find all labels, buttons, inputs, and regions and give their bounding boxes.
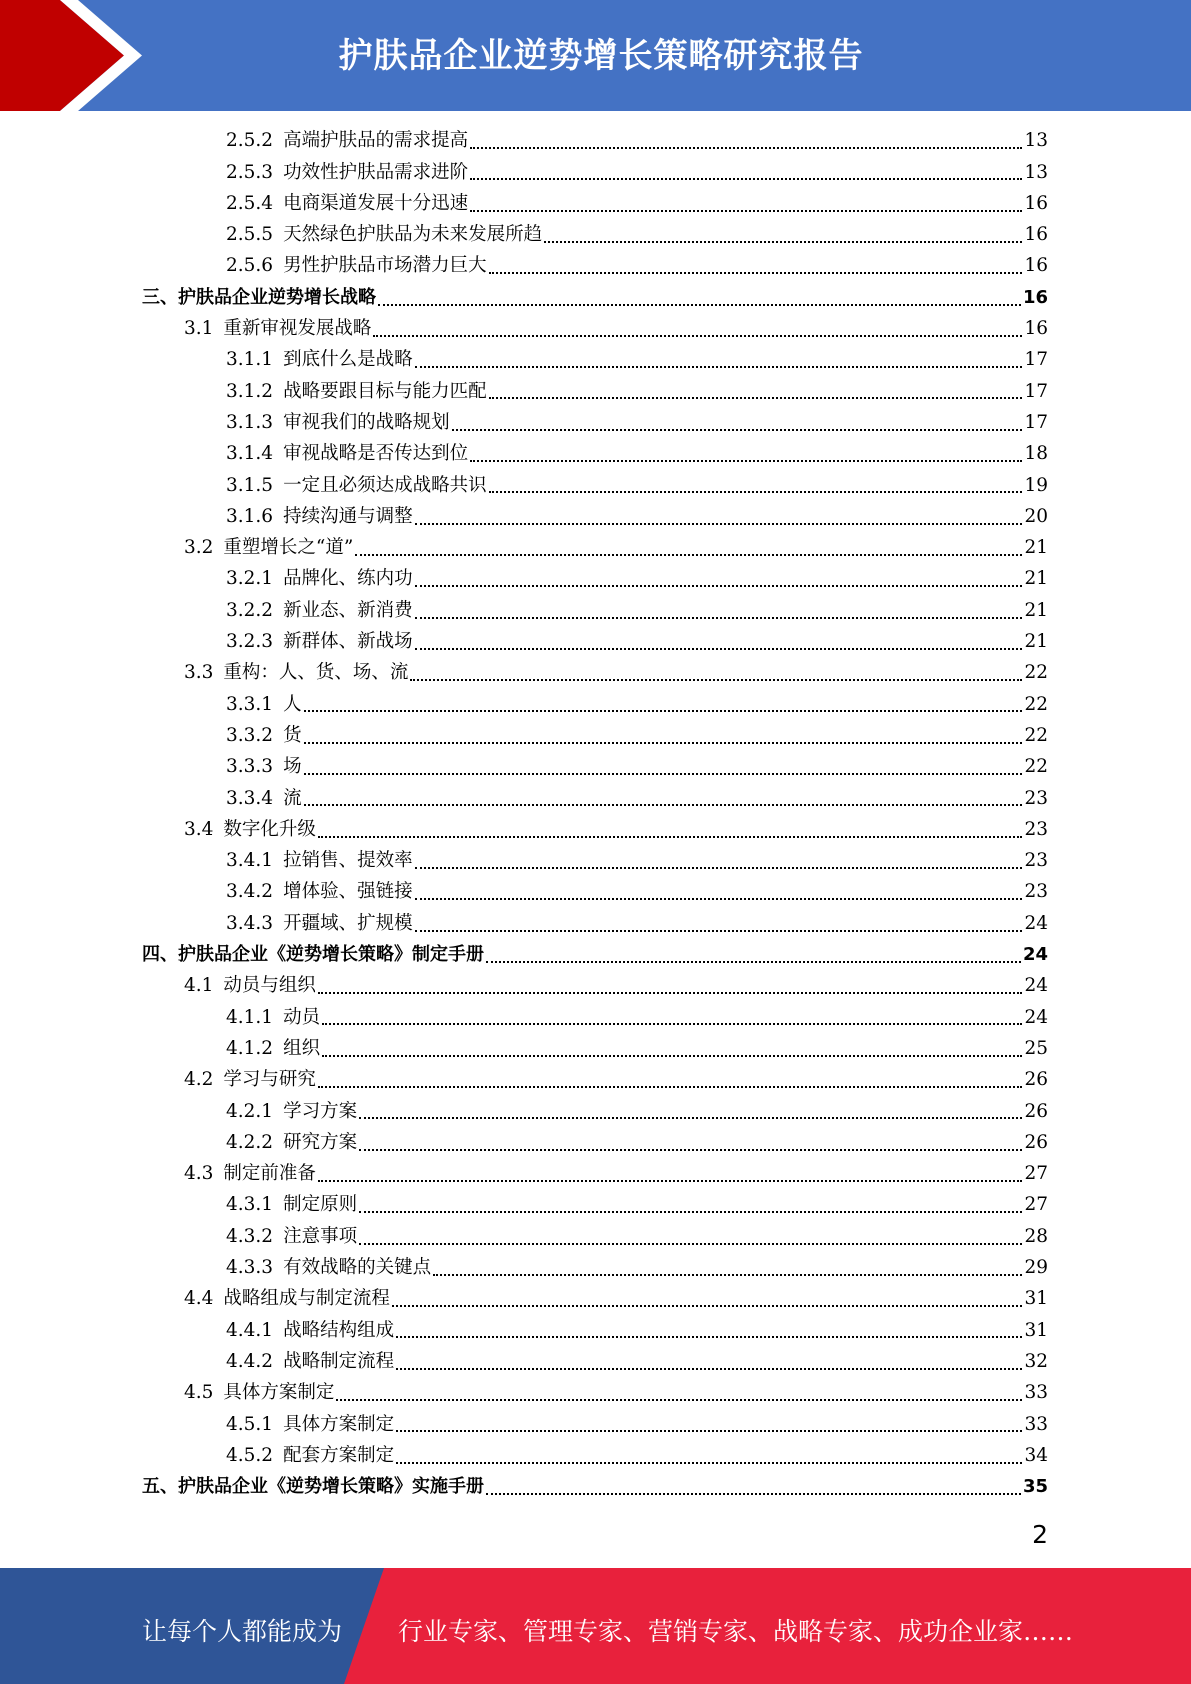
- toc-entry-label: 战略组成与制定流程: [223, 1288, 390, 1310]
- toc-dot-leader: [415, 365, 1023, 368]
- toc-dot-leader: [373, 334, 1022, 337]
- toc-entry-label: 天然绿色护肤品为未来发展所趋: [283, 224, 543, 246]
- toc-entry[interactable]: [184, 533, 1048, 564]
- toc-dot-leader: [359, 1116, 1022, 1119]
- toc-entry-title: [184, 1290, 390, 1309]
- toc-entry-number: 3.3: [184, 662, 214, 684]
- toc-entry-page: 19: [1024, 474, 1048, 496]
- toc-entry-page: 29: [1024, 1257, 1048, 1279]
- toc-dot-leader: [415, 616, 1023, 619]
- toc-entry-label: 战略制定流程: [283, 1350, 395, 1372]
- toc-entry[interactable]: [226, 470, 1048, 501]
- toc-entry-label: 动员: [283, 1006, 321, 1028]
- toc-entry-label: 重塑增长之“道”: [223, 537, 354, 559]
- toc-dot-leader: [415, 897, 1023, 900]
- toc-entry-number: 4.4.1: [226, 1319, 274, 1341]
- toc-entry[interactable]: [226, 1096, 1048, 1127]
- toc-entry-number: 3.2.1: [226, 568, 274, 590]
- toc-entry-number: 3.1.3: [226, 411, 274, 433]
- toc-entry-page: 17: [1024, 349, 1048, 371]
- toc-entry-page: 17: [1024, 411, 1048, 433]
- toc-entry-title: [226, 351, 413, 370]
- toc-entry-title: [142, 1478, 484, 1496]
- toc-entry-title: [226, 257, 487, 276]
- toc-entry-title: [226, 758, 302, 777]
- toc-entry-page: 24: [1024, 912, 1048, 934]
- toc-entry-label: 注意事项: [283, 1225, 358, 1247]
- toc-entry-page: 17: [1024, 380, 1048, 402]
- toc-entry-title: [184, 1165, 316, 1184]
- toc-entry[interactable]: [226, 909, 1048, 940]
- toc-entry-title: [226, 693, 302, 715]
- toc-entry-number: 3.4.2: [226, 881, 274, 903]
- toc-dot-leader: [489, 396, 1023, 399]
- toc-entry-page: 26: [1024, 1069, 1048, 1091]
- toc-entry-title: [142, 946, 484, 964]
- toc-dot-leader: [486, 960, 1021, 963]
- toc-entry-number: 2.5.3: [226, 161, 274, 183]
- toc-entry[interactable]: [142, 283, 1048, 314]
- toc-entry-page: 32: [1024, 1350, 1048, 1372]
- toc-entry-page: 28: [1024, 1225, 1048, 1247]
- toc-entry-number: 4.4: [184, 1288, 214, 1310]
- toc-entry-title: [226, 1100, 358, 1122]
- toc-dot-leader: [544, 240, 1022, 243]
- toc-entry[interactable]: [142, 940, 1048, 971]
- toc-dot-leader: [470, 177, 1022, 180]
- toc-entry-label: 配套方案制定: [283, 1444, 395, 1466]
- toc-entry-title: [226, 912, 413, 934]
- toc-dot-leader: [396, 1367, 1022, 1370]
- toc-dot-leader: [304, 772, 1023, 775]
- toc-entry[interactable]: [184, 1065, 1048, 1096]
- toc-entry-label: 电商渠道发展十分迅速: [283, 192, 469, 214]
- toc-entry-title: [142, 289, 376, 307]
- toc-dot-leader: [489, 490, 1023, 493]
- toc-entry-page: 23: [1024, 818, 1048, 840]
- toc-entry-title: [226, 1259, 431, 1278]
- toc-entry-number: 4.3.1: [226, 1194, 274, 1216]
- toc-entry-number: 3.3.1: [226, 693, 274, 715]
- toc-entry-page: 22: [1024, 724, 1048, 746]
- toc-entry[interactable]: [226, 752, 1048, 783]
- toc-entry-label: 制定原则: [283, 1194, 358, 1216]
- toc-dot-leader: [489, 271, 1023, 274]
- toc-dot-leader: [318, 1085, 1023, 1088]
- toc-entry-label: 新群体、新战场: [283, 631, 413, 653]
- toc-entry-number: 3.3.3: [226, 756, 274, 778]
- toc-entry[interactable]: [226, 564, 1048, 595]
- toc-entry-title: [226, 474, 487, 496]
- toc-entry-label: 审视我们的战略规划: [283, 411, 450, 433]
- toc-entry-label: 增体验、强链接: [283, 881, 413, 903]
- toc-dot-leader: [378, 303, 1021, 306]
- toc-dot-leader: [470, 146, 1022, 149]
- toc-entry-label: 到底什么是战略: [283, 349, 413, 371]
- toc-dot-leader: [396, 1335, 1022, 1338]
- toc-entry[interactable]: [226, 439, 1048, 470]
- toc-entry-label: 高端护肤品的需求提高: [283, 130, 469, 152]
- toc-entry-page: 24: [1022, 944, 1048, 966]
- toc-entry-title: [226, 161, 469, 183]
- toc-entry-title: [226, 1196, 357, 1215]
- toc-entry-title: [226, 226, 542, 245]
- toc-entry-page: 22: [1024, 662, 1048, 684]
- toc-dot-leader: [336, 1398, 1022, 1401]
- toc-entry-title: [226, 132, 468, 151]
- toc-entry-page: 13: [1024, 161, 1048, 183]
- toc-entry[interactable]: [184, 658, 1048, 689]
- toc-dot-leader: [470, 459, 1022, 462]
- toc-entry-title: [226, 1037, 321, 1059]
- toc-entry[interactable]: [226, 1222, 1048, 1253]
- toc-entry-label: 五、护肤品企业《逆势增长策略》实施手册: [142, 1476, 484, 1498]
- page-number: 2: [1032, 1520, 1048, 1549]
- toc-entry-number: 4.3.3: [226, 1257, 274, 1279]
- toc-entry[interactable]: [226, 1034, 1048, 1065]
- toc-entry-label: 有效战略的关键点: [283, 1257, 432, 1279]
- toc-entry-number: 4.2.1: [226, 1100, 274, 1122]
- toc-entry-label: 具体方案制定: [223, 1382, 335, 1404]
- toc-entry-page: 21: [1024, 537, 1048, 559]
- toc-entry-title: [184, 977, 316, 996]
- toc-entry-page: 24: [1024, 1006, 1048, 1028]
- toc-dot-leader: [355, 553, 1022, 556]
- toc-entry-label: 品牌化、练内功: [283, 568, 413, 590]
- toc-entry-label: 新业态、新消费: [283, 599, 413, 621]
- toc-entry-number: 2.5.2: [226, 130, 274, 152]
- toc-entry-page: 33: [1024, 1413, 1048, 1435]
- toc-entry-label: 学习方案: [283, 1100, 358, 1122]
- toc-entry-page: 27: [1024, 1163, 1048, 1185]
- toc-entry-page: 22: [1024, 693, 1048, 715]
- toc-entry-title: [184, 320, 371, 339]
- toc-entry[interactable]: [226, 627, 1048, 658]
- toc-entry-page: 22: [1024, 756, 1048, 778]
- toc-entry-number: 3.1.4: [226, 443, 274, 465]
- toc-entry-title: [184, 1384, 334, 1403]
- toc-entry[interactable]: [184, 314, 1048, 345]
- toc-dot-leader: [415, 929, 1023, 932]
- toc-entry-title: [184, 539, 353, 558]
- toc-entry-title: [226, 192, 469, 214]
- toc-entry-number: 4.4.2: [226, 1350, 274, 1372]
- toc-entry-title: [226, 380, 487, 402]
- toc-entry[interactable]: [226, 157, 1048, 188]
- toc-entry-number: 3.1.5: [226, 474, 274, 496]
- toc-entry-title: [226, 1444, 395, 1466]
- toc-dot-leader: [318, 991, 1023, 994]
- toc-entry-label: 具体方案制定: [283, 1413, 395, 1435]
- page-header: [0, 0, 1191, 111]
- toc-entry-number: 2.5.5: [226, 224, 274, 246]
- toc-entry-title: [226, 1006, 321, 1028]
- toc-dot-leader: [359, 1148, 1022, 1151]
- toc-entry[interactable]: [184, 1284, 1048, 1315]
- toc-entry[interactable]: [226, 1441, 1048, 1472]
- toc-entry-page: 23: [1024, 850, 1048, 872]
- toc-dot-leader: [304, 709, 1023, 712]
- toc-entry-number: 3.4: [184, 818, 214, 840]
- toc-entry-label: 功效性护肤品需求进阶: [283, 161, 469, 183]
- toc-entry-page: 16: [1022, 287, 1048, 308]
- toc-entry-page: 27: [1024, 1194, 1048, 1216]
- toc-entry-title: [226, 883, 413, 902]
- toc-entry-page: 25: [1024, 1037, 1048, 1059]
- toc-dot-leader: [304, 741, 1023, 744]
- toc-entry-number: 2.5.6: [226, 255, 274, 277]
- toc-entry-number: 4.1.1: [226, 1006, 274, 1028]
- toc-entry-page: 20: [1024, 505, 1048, 527]
- toc-entry-number: 4.1.2: [226, 1037, 274, 1059]
- toc-entry-title: [226, 787, 302, 809]
- toc-entry-label: 货: [283, 724, 302, 746]
- toc-entry[interactable]: [226, 783, 1048, 814]
- toc-entry-title: [226, 633, 413, 652]
- toc-entry-page: 16: [1024, 255, 1048, 277]
- toc-entry-label: 人: [283, 693, 302, 715]
- toc-entry-number: 4.1: [184, 975, 214, 997]
- toc-entry-label: 男性护肤品市场潜力巨大: [283, 255, 487, 277]
- toc-entry-page: 23: [1024, 881, 1048, 903]
- toc-entry-label: 开疆域、扩规模: [283, 912, 413, 934]
- toc-entry-number: 4.3.2: [226, 1225, 274, 1247]
- toc-entry-title: [184, 664, 408, 683]
- toc-entry-label: 三、护肤品企业逆势增长战略: [142, 287, 376, 308]
- footer-slogan-right: 行业专家、管理专家、营销专家、战略专家、成功企业家……: [398, 1617, 1074, 1646]
- toc-dot-leader: [415, 647, 1023, 650]
- toc-entry-page: 23: [1024, 787, 1048, 809]
- toc-entry[interactable]: [226, 1409, 1048, 1440]
- toc-entry-number: 3.3.4: [226, 787, 274, 809]
- toc-entry-title: [226, 1413, 395, 1435]
- toc-entry-title: [226, 1225, 358, 1247]
- toc-entry-label: 研究方案: [283, 1131, 358, 1153]
- toc-entry-title: [226, 1319, 395, 1341]
- toc-entry[interactable]: [184, 1159, 1048, 1190]
- toc-entry[interactable]: [226, 126, 1048, 157]
- toc-dot-leader: [486, 1492, 1021, 1495]
- toc-entry-label: 一定且必须达成战略共识: [283, 474, 487, 496]
- toc-entry-page: 16: [1024, 224, 1048, 246]
- toc-entry[interactable]: [226, 1315, 1048, 1346]
- toc-entry[interactable]: [226, 502, 1048, 533]
- toc-entry[interactable]: [226, 408, 1048, 439]
- toc-entry[interactable]: [226, 1347, 1048, 1378]
- footer-slogan-left: 让每个人都能成为: [142, 1617, 343, 1646]
- toc-entry-number: 4.5: [184, 1382, 214, 1404]
- toc-entry-page: 21: [1024, 568, 1048, 590]
- toc-entry[interactable]: [226, 251, 1048, 282]
- toc-entry-number: 3.4.1: [226, 850, 274, 872]
- toc-entry-number: 4.5.2: [226, 1444, 274, 1466]
- toc-dot-leader: [415, 866, 1023, 869]
- toc-entry[interactable]: [226, 721, 1048, 752]
- toc-entry-page: 21: [1024, 599, 1048, 621]
- toc-entry-label: 战略要跟目标与能力匹配: [283, 380, 487, 402]
- toc-entry-number: 3.2: [184, 537, 214, 559]
- toc-dot-leader: [392, 1304, 1023, 1307]
- toc-entry-number: 3.1.1: [226, 349, 274, 371]
- toc-entry-title: [226, 724, 302, 746]
- toc-entry-number: 4.3: [184, 1163, 214, 1185]
- toc-entry-label: 流: [283, 787, 302, 809]
- page-footer: [0, 1568, 1191, 1684]
- toc-dot-leader: [410, 678, 1022, 681]
- toc-entry-number: 4.2.2: [226, 1131, 274, 1153]
- toc-dot-leader: [415, 584, 1023, 587]
- toc-entry-label: 学习与研究: [223, 1069, 316, 1091]
- toc-entry-title: [226, 852, 413, 871]
- toc-entry-page: 18: [1024, 443, 1048, 465]
- toc-entry-page: 13: [1024, 130, 1048, 152]
- toc-entry[interactable]: [226, 596, 1048, 627]
- toc-entry-label: 重构：人、货、场、流: [223, 662, 409, 684]
- toc-entry-page: 33: [1024, 1382, 1048, 1404]
- toc-entry-page: 26: [1024, 1131, 1048, 1153]
- toc-entry[interactable]: [226, 189, 1048, 220]
- toc-dot-leader: [396, 1429, 1022, 1432]
- toc-dot-leader: [322, 1054, 1022, 1057]
- toc-entry-label: 组织: [283, 1037, 321, 1059]
- toc-dot-leader: [359, 1210, 1022, 1213]
- toc-entry-number: 3.1.6: [226, 505, 274, 527]
- toc-dot-leader: [359, 1242, 1022, 1245]
- toc-dot-leader: [318, 835, 1023, 838]
- toc-entry[interactable]: [226, 877, 1048, 908]
- toc-entry-title: [184, 818, 316, 840]
- toc-entry-title: [226, 1131, 358, 1153]
- toc-dot-leader: [415, 522, 1023, 525]
- toc-entry-label: 拉销售、提效率: [283, 850, 413, 872]
- toc-entry[interactable]: [226, 376, 1048, 407]
- toc-entry-number: 3.1: [184, 318, 214, 340]
- toc-entry-label: 制定前准备: [223, 1163, 316, 1185]
- toc-entry[interactable]: [184, 815, 1048, 846]
- toc-entry-label: 持续沟通与调整: [283, 505, 413, 527]
- toc-entry[interactable]: [226, 689, 1048, 720]
- toc-entry-label: 战略结构组成: [283, 1319, 395, 1341]
- toc-entry[interactable]: [142, 1472, 1048, 1503]
- toc-entry-label: 四、护肤品企业《逆势增长策略》制定手册: [142, 944, 484, 966]
- toc-dot-leader: [304, 803, 1023, 806]
- toc-entry-title: [184, 1071, 316, 1090]
- toc-entry[interactable]: [226, 1253, 1048, 1284]
- toc-entry[interactable]: [226, 345, 1048, 376]
- toc-entry-number: 2.5.4: [226, 192, 274, 214]
- toc-dot-leader: [452, 428, 1023, 431]
- toc-entry-number: 3.2.3: [226, 631, 274, 653]
- toc-entry-page: 16: [1024, 318, 1048, 340]
- toc-entry-number: 3.4.3: [226, 912, 274, 934]
- document-title: 护肤品企业逆势增长策略研究报告: [338, 36, 864, 76]
- toc-entry-page: 31: [1024, 1319, 1048, 1341]
- toc-entry-title: [226, 411, 450, 433]
- toc-dot-leader: [318, 1179, 1023, 1182]
- toc-entry[interactable]: [226, 1128, 1048, 1159]
- toc-entry-number: 4.2: [184, 1069, 214, 1091]
- toc-entry[interactable]: [184, 971, 1048, 1002]
- toc-entry-page: 16: [1024, 192, 1048, 214]
- toc-dot-leader: [433, 1273, 1022, 1276]
- toc-entry-page: 26: [1024, 1100, 1048, 1122]
- toc-entry-title: [226, 505, 413, 527]
- toc-entry[interactable]: [184, 1378, 1048, 1409]
- toc-dot-leader: [322, 1022, 1022, 1025]
- toc-entry-title: [226, 599, 413, 621]
- toc-entry-page: 31: [1024, 1288, 1048, 1310]
- toc-entry-label: 数字化升级: [223, 818, 316, 840]
- toc-entry-page: 21: [1024, 631, 1048, 653]
- toc-entry[interactable]: [226, 1190, 1048, 1221]
- toc-entry-title: [226, 445, 468, 464]
- toc-entry-number: 4.5.1: [226, 1413, 274, 1435]
- toc-entry[interactable]: [226, 220, 1048, 251]
- toc-entry-label: 审视战略是否传达到位: [283, 443, 469, 465]
- toc-entry[interactable]: [226, 846, 1048, 877]
- toc-entry-number: 3.3.2: [226, 724, 274, 746]
- toc-entry-number: 3.1.2: [226, 380, 274, 402]
- toc-entry-title: [226, 1350, 395, 1372]
- toc-entry[interactable]: [226, 1002, 1048, 1033]
- toc-entry-label: 重新审视发展战略: [223, 318, 372, 340]
- toc-dot-leader: [470, 209, 1022, 212]
- toc-entry-page: 24: [1024, 975, 1048, 997]
- toc-entry-number: 3.2.2: [226, 599, 274, 621]
- toc-entry-label: 动员与组织: [223, 975, 316, 997]
- toc-dot-leader: [396, 1461, 1022, 1464]
- toc-entry-page: 35: [1022, 1476, 1048, 1498]
- toc-entry-title: [226, 570, 413, 589]
- toc-entry-page: 34: [1024, 1444, 1048, 1466]
- toc-entry-label: 场: [283, 756, 302, 778]
